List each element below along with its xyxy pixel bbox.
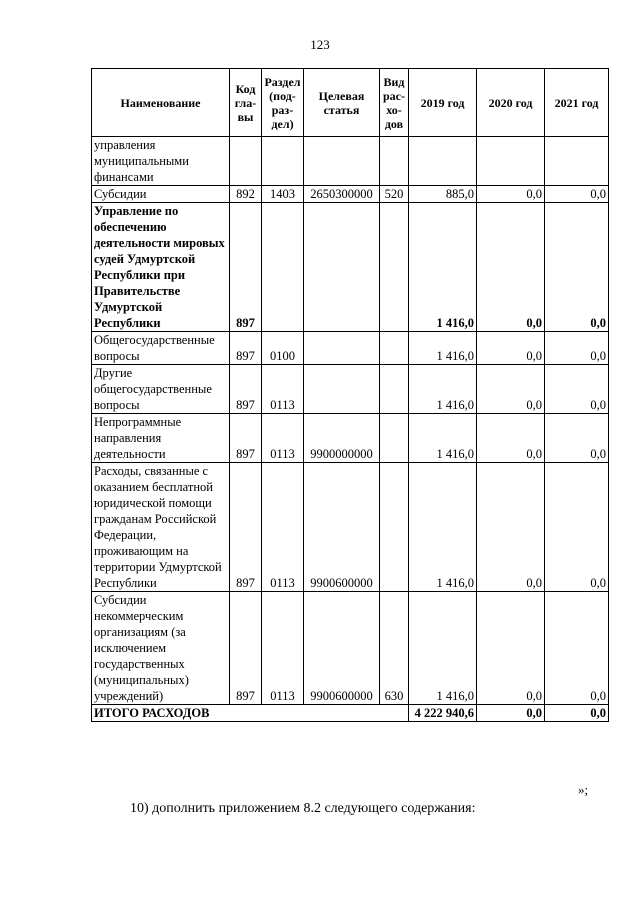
header-expense-type: Вид рас-хо-дов — [380, 69, 409, 137]
header-2019: 2019 год — [409, 69, 477, 137]
row-name: Непрограммные направления деятельности — [92, 414, 230, 463]
table-row — [92, 414, 609, 463]
row-expense-type — [380, 365, 409, 414]
row-expense-type: 630 — [380, 592, 409, 705]
row-name: Общегосударственные вопросы — [92, 332, 230, 365]
row-expense-type — [380, 414, 409, 463]
row-2020: 0,0 — [477, 592, 545, 705]
table-row — [92, 203, 609, 332]
table-header-row — [92, 69, 609, 137]
row-2019: 885,0 — [409, 186, 477, 203]
row-code: 897 — [230, 592, 262, 705]
instruction-text: 10) дополнить приложением 8.2 следующего содержания: — [130, 801, 476, 816]
row-2019: 1 416,0 — [409, 463, 477, 592]
header-code: Код гла-вы — [230, 69, 262, 137]
row-2020 — [477, 137, 545, 186]
row-2020: 0,0 — [477, 203, 545, 332]
row-target: 9900000000 — [304, 414, 380, 463]
row-expense-type — [380, 463, 409, 592]
row-target: 2650300000 — [304, 186, 380, 203]
row-name: управления муниципальными финансами — [92, 137, 230, 186]
total-label: ИТОГО РАСХОДОВ — [92, 705, 409, 722]
row-2021: 0,0 — [545, 414, 609, 463]
total-2019: 4 222 940,6 — [409, 705, 477, 722]
row-code: 892 — [230, 186, 262, 203]
row-target: 9900600000 — [304, 463, 380, 592]
row-2019: 1 416,0 — [409, 414, 477, 463]
table-row — [92, 365, 609, 414]
row-target — [304, 137, 380, 186]
row-2020: 0,0 — [477, 332, 545, 365]
row-target — [304, 365, 380, 414]
table-row — [92, 463, 609, 592]
row-section — [262, 203, 304, 332]
row-code: 897 — [230, 332, 262, 365]
row-expense-type — [380, 332, 409, 365]
row-section: 0113 — [262, 463, 304, 592]
row-section: 0113 — [262, 365, 304, 414]
row-code: 897 — [230, 463, 262, 592]
closing-quote: »; — [578, 782, 589, 797]
row-expense-type — [380, 203, 409, 332]
table-row — [92, 186, 609, 203]
row-name: Субсидии некоммерческим организациям (за исключением государственных (муниципальных) учреждений) — [92, 592, 230, 705]
header-2020: 2020 год — [477, 69, 545, 137]
row-2021: 0,0 — [545, 592, 609, 705]
row-expense-type — [380, 137, 409, 186]
row-2021: 0,0 — [545, 463, 609, 592]
header-section: Раздел (под-раз-дел) — [262, 69, 304, 137]
row-2020: 0,0 — [477, 414, 545, 463]
row-2021: 0,0 — [545, 203, 609, 332]
row-2019: 1 416,0 — [409, 332, 477, 365]
row-2020: 0,0 — [477, 463, 545, 592]
table-row — [92, 332, 609, 365]
row-2020: 0,0 — [477, 186, 545, 203]
row-2020: 0,0 — [477, 365, 545, 414]
table-row — [92, 137, 609, 186]
row-code: 897 — [230, 365, 262, 414]
row-2019 — [409, 137, 477, 186]
row-section: 1403 — [262, 186, 304, 203]
total-2020: 0,0 — [477, 705, 545, 722]
row-code — [230, 137, 262, 186]
row-expense-type: 520 — [380, 186, 409, 203]
row-target — [304, 332, 380, 365]
header-name: Наименование — [92, 69, 230, 137]
row-target: 9900600000 — [304, 592, 380, 705]
table-row — [92, 592, 609, 705]
row-2019: 1 416,0 — [409, 203, 477, 332]
row-name: Расходы, связанные с оказанием бесплатной юридической помощи гражданам Российской Федерации, проживающим на территории Удмуртской Республики — [92, 463, 230, 592]
row-target — [304, 203, 380, 332]
row-code: 897 — [230, 414, 262, 463]
row-2019: 1 416,0 — [409, 365, 477, 414]
row-section: 0113 — [262, 414, 304, 463]
row-2021: 0,0 — [545, 332, 609, 365]
row-2021 — [545, 137, 609, 186]
header-target: Целевая статья — [304, 69, 380, 137]
row-name: Другие общегосударственные вопросы — [92, 365, 230, 414]
row-2019: 1 416,0 — [409, 592, 477, 705]
page-number: 123 — [310, 37, 330, 52]
row-code: 897 — [230, 203, 262, 332]
row-section: 0113 — [262, 592, 304, 705]
total-2021: 0,0 — [545, 705, 609, 722]
total-row — [92, 705, 609, 722]
row-name: Управление по обеспечению деятельности мировых судей Удмуртской Республики при Правительстве Удмуртской Республики — [92, 203, 230, 332]
header-2021: 2021 год — [545, 69, 609, 137]
row-section — [262, 137, 304, 186]
row-section: 0100 — [262, 332, 304, 365]
row-2021: 0,0 — [545, 186, 609, 203]
row-2021: 0,0 — [545, 365, 609, 414]
budget-table — [91, 68, 609, 722]
row-name: Субсидии — [92, 186, 230, 203]
